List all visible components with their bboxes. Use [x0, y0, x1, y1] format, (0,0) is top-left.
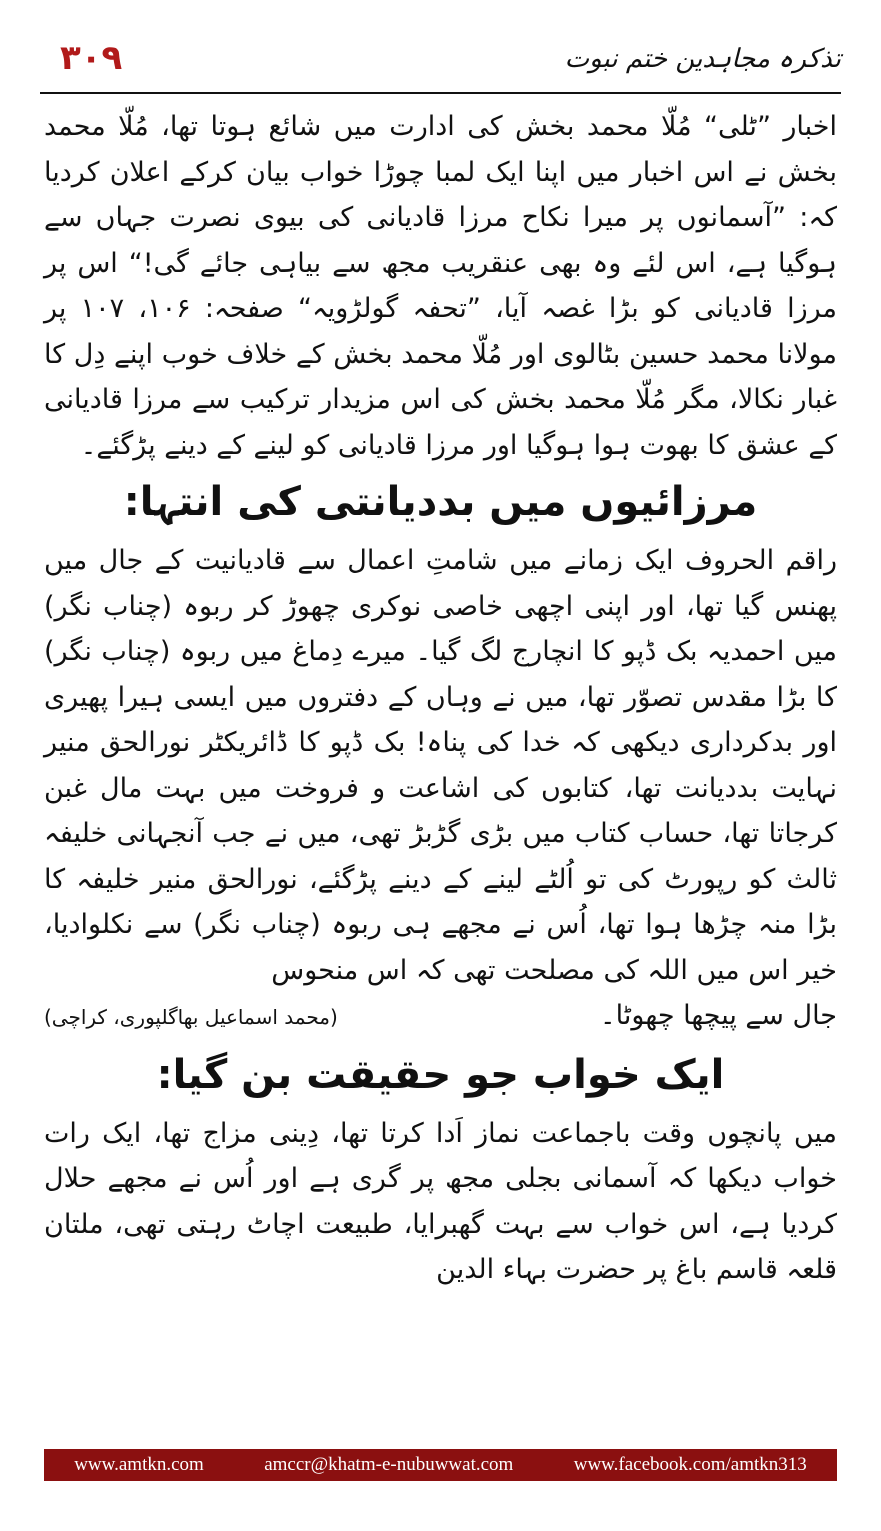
- footer-email-link[interactable]: amccr@khatm-e-nubuwwat.com: [264, 1454, 514, 1475]
- header-divider: [40, 92, 841, 94]
- paragraph-dishonesty: راقم الحروف ایک زمانے میں شامتِ اعمال سے قادیانیت کے جال میں پھنس گیا تھا، اور اپنی اچھی خاصی نوکری چھوڑ کر ربوہ (چناب نگر) میں احمدیہ بک ڈپو کا انچارج لگ گیا۔ میرے دِماغ میں ربوہ (چناب نگر) کا بڑا مقدس تصوّر تھا، میں نے وہاں کے دفتروں میں ایسی ہیرا پھیری اور بدکرداری دیکھی کہ خدا کی پناہ! بک ڈپو کا ڈائریکٹر نورالحق منیر نہایت بددیانت تھا، کتابوں کی اشاعت و فروخت میں بہت مال غبن کرجاتا تھا، حساب کتاب میں بڑی گڑبڑ تھی، میں نے جب آنجہانی خلیفہ ثالث کو رپورٹ کی تو اُلٹے لینے کے دینے پڑگئے، نورالحق منیر خلیفہ کا بڑا منہ چڑھا ہوا تھا، اُس نے مجھے ہی ربوہ (چناب نگر) سے نکلوادیا، خیر اس میں اللہ کی مصلحت تھی کہ اس منحوس: [44, 545, 837, 986]
- page-body: [44, 104, 837, 1293]
- page-header: [40, 30, 841, 92]
- author-signature: (محمد اسماعیل بھاگلپوری، کراچی): [44, 1005, 338, 1029]
- footer-facebook-link[interactable]: www.facebook.com/amtkn313: [573, 1454, 807, 1475]
- page-number: ۳۰۹: [60, 38, 123, 78]
- section-heading-dishonesty: مرزائیوں میں بددیانتی کی انتہا:: [123, 479, 758, 525]
- footer-website-link[interactable]: www.amtkn.com: [74, 1454, 204, 1475]
- footer-bar: [44, 1449, 837, 1481]
- section-heading-dream: ایک خواب جو حقیقت بن گیا:: [156, 1051, 725, 1098]
- paragraph-last-line: جال سے پیچھا چھوٹا۔: [599, 1000, 837, 1031]
- paragraph-closing-line: [44, 993, 837, 1041]
- paragraph-dream: میں پانچوں وقت باجماعت نماز اَدا کرتا تھا، دِینی مزاج تھا، ایک رات خواب دیکھا کہ آسمانی بجلی مجھ پر گری ہے اور اُس نے مجھے حلال کردیا ہے، اس خواب سے بہت گھبرایا، طبیعت اچاٹ رہتی تھی، ملتان قلعہ قاسم باغ پر حضرت بہاء الدین: [44, 1117, 837, 1285]
- running-title: تذکرہ مجاہدین ختم نبوت: [564, 44, 841, 74]
- intro-paragraph: اخبار ”ٹلی“ مُلّا محمد بخش کی ادارت میں شائع ہوتا تھا، مُلّا محمد بخش نے اس اخبار میں اپنا ایک لمبا چوڑا خواب بیان کرکے اعلان کردیا کہ: ”آسمانوں پر میرا نکاح مرزا قادیانی کی بیوی نصرت جہاں سے ہوگیا ہے، اس لئے وہ بھی عنقریب مجھ سے بیاہی جائے گی!“ اس پر مرزا قادیانی کو بڑا غصہ آیا، ”تحفہ گولڑویہ“ صفحہ: ۱۰۶، ۱۰۷ پر مولانا محمد حسین بٹالوی اور مُلّا محمد بخش کے خلاف خوب اپنے دِل کا غبار نکالا، مگر مُلّا محمد بخش کی اس مزیدار ترکیب سے مرزا قادیانی کے عشق کا بھوت ہوا ہوگیا اور مرزا قادیانی کو لینے کے دینے پڑگئے۔: [44, 111, 838, 461]
